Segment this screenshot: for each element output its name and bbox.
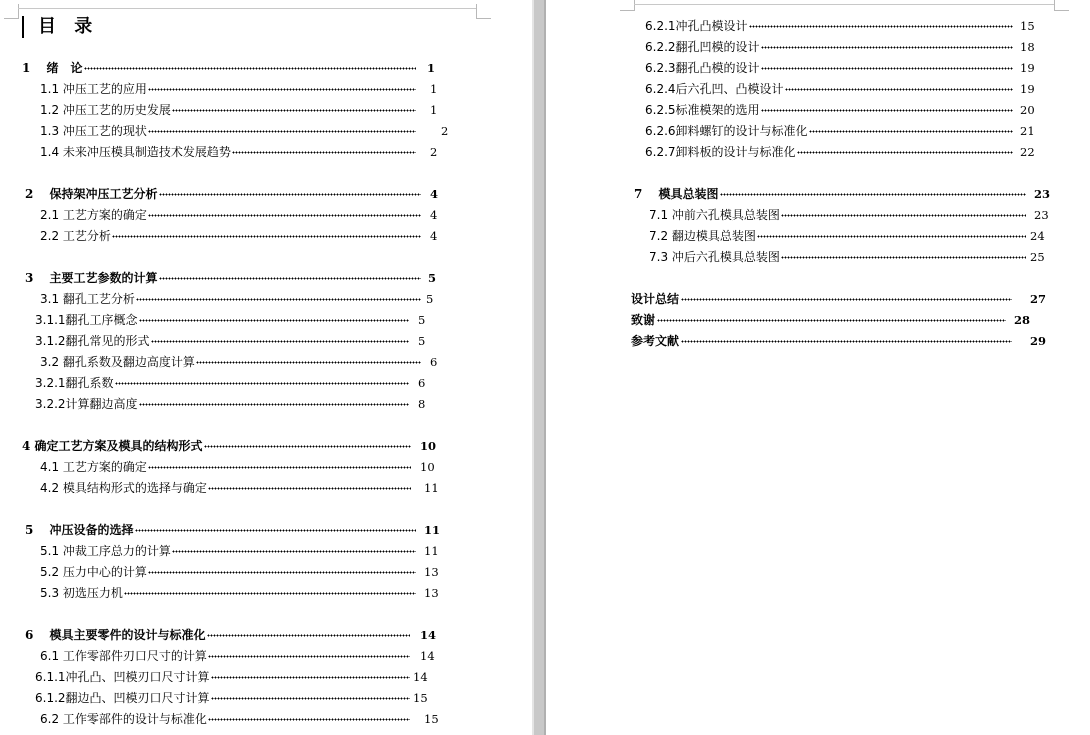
toc-entry-page-number: 1 — [430, 103, 438, 117]
toc-entry[interactable] — [25, 269, 452, 287]
toc-entry-page-number: 13 — [424, 586, 439, 600]
toc-entry[interactable] — [645, 38, 1044, 56]
toc-entry-label: 1.2 冲压工艺的历史发展 — [40, 103, 171, 117]
toc-entry-label: 5.1 冲裁工序总力的计算 — [40, 544, 171, 558]
toc-entry[interactable] — [25, 521, 448, 539]
toc-entry-label: 2.2 工艺分析 — [40, 229, 111, 243]
toc-entry-label: 1.4 未来冲压模具制造技术发展趋势 — [40, 145, 231, 159]
toc-entry-page-number: 15 — [413, 691, 428, 705]
toc-dot-leader — [151, 340, 409, 343]
toc-dot-leader — [797, 151, 1013, 154]
toc-entry-page-number: 5 — [418, 313, 426, 327]
toc-entry-label: 7 模具总装图 — [634, 187, 719, 201]
toc-entry-label: 7.2 翻边模具总装图 — [649, 229, 756, 243]
toc-entry-page-number: 23 — [1034, 208, 1049, 222]
toc-entry-label: 6.2.7卸料板的设计与标准化 — [645, 145, 796, 159]
toc-entry-label: 参考文献 — [631, 334, 680, 348]
toc-dot-leader — [761, 67, 1013, 70]
toc-entry[interactable] — [22, 437, 444, 455]
toc-entry-page-number: 10 — [420, 460, 435, 474]
toc-entry-label: 1.3 冲压工艺的现状 — [40, 124, 147, 138]
toc-entry-label: 3.1.1翻孔工序概念 — [35, 313, 138, 327]
toc-entry-label: 6.2.6卸料螺钉的设计与标准化 — [645, 124, 808, 138]
toc-entry-page-number: 24 — [1030, 229, 1045, 243]
toc-entry-page-number: 10 — [420, 439, 437, 453]
toc-entry-page-number: 5 — [426, 292, 434, 306]
toc-entry-page-number: 27 — [1030, 292, 1047, 306]
page-top-border — [634, 4, 1054, 5]
toc-dot-leader — [208, 487, 411, 490]
toc-entry-page-number: 14 — [420, 628, 437, 642]
toc-entry-page-number: 28 — [1014, 313, 1031, 327]
toc-entry-page-number: 15 — [1020, 19, 1035, 33]
page-top-border — [18, 8, 476, 9]
toc-entry-page-number: 22 — [1020, 145, 1035, 159]
toc-dot-leader — [208, 718, 410, 721]
toc-entry[interactable] — [631, 332, 1054, 350]
toc-dot-leader — [681, 298, 1012, 301]
toc-entry-page-number: 6 — [430, 355, 438, 369]
toc-dot-leader — [720, 193, 1026, 196]
toc-dot-leader — [172, 550, 416, 553]
toc-dot-leader — [148, 88, 416, 91]
toc-entry-label: 致谢 — [631, 313, 656, 327]
toc-entry-label: 3.2.2计算翻边高度 — [35, 397, 138, 411]
toc-entry[interactable] — [631, 311, 1038, 329]
page-gutter — [532, 0, 546, 735]
toc-entry-page-number: 6 — [418, 376, 426, 390]
toc-entry-page-number: 1 — [430, 82, 438, 96]
toc-entry-page-number: 8 — [418, 397, 426, 411]
toc-entry-label: 3 主要工艺参数的计算 — [25, 271, 158, 285]
toc-entry-label: 2 保持架冲压工艺分析 — [25, 187, 158, 201]
toc-entry-label: 5.3 初选压力机 — [40, 586, 123, 600]
toc-dot-leader — [208, 655, 410, 658]
document-page-left — [0, 0, 532, 735]
toc-dot-leader — [211, 676, 410, 679]
toc-entry[interactable] — [40, 101, 454, 119]
toc-dot-leader — [761, 109, 1013, 112]
toc-entry[interactable] — [634, 185, 1058, 203]
toc-entry-label: 4.1 工艺方案的确定 — [40, 460, 147, 474]
toc-entry[interactable] — [645, 101, 1044, 119]
toc-entry[interactable] — [40, 206, 454, 224]
toc-entry-page-number: 5 — [418, 334, 426, 348]
toc-entry-page-number: 20 — [1020, 103, 1035, 117]
toc-dot-leader — [136, 298, 421, 301]
toc-entry-page-number: 4 — [430, 208, 438, 222]
toc-dot-leader — [148, 571, 416, 574]
toc-dot-leader — [232, 151, 416, 154]
toc-entry-page-number: 14 — [420, 649, 435, 663]
toc-entry[interactable] — [40, 647, 444, 665]
toc-dot-leader — [681, 340, 1012, 343]
toc-entry-page-number: 4 — [430, 187, 439, 201]
toc-entry-page-number: 11 — [424, 481, 439, 495]
toc-entry-label: 6 模具主要零件的设计与标准化 — [25, 628, 206, 642]
toc-dot-leader — [809, 130, 1013, 133]
toc-entry-label: 4.2 模具结构形式的选择与确定 — [40, 481, 207, 495]
toc-entry-label: 1 绪 论 — [22, 61, 83, 75]
toc-entry[interactable] — [35, 395, 442, 413]
toc-entry[interactable] — [645, 80, 1044, 98]
toc-dot-leader — [139, 319, 409, 322]
toc-entry-label: 6.1 工作零部件刃口尺寸的计算 — [40, 649, 207, 663]
document-page-right — [546, 0, 1090, 735]
toc-entry[interactable] — [22, 59, 451, 77]
toc-dot-leader — [159, 193, 421, 196]
toc-dot-leader — [204, 445, 411, 448]
toc-entry-page-number: 14 — [413, 670, 428, 684]
page-corner-mark — [476, 4, 491, 19]
toc-dot-leader — [159, 277, 421, 280]
toc-entry-label: 5.2 压力中心的计算 — [40, 565, 147, 579]
toc-entry[interactable] — [40, 122, 465, 140]
toc-entry[interactable] — [35, 668, 437, 686]
toc-entry-label: 3.1.2翻孔常见的形式 — [35, 334, 150, 348]
toc-dot-leader — [172, 109, 416, 112]
toc-entry-page-number: 23 — [1034, 187, 1051, 201]
toc-entry-label: 6.2.4后六孔凹、凸模设计 — [645, 82, 784, 96]
toc-entry-page-number: 29 — [1030, 334, 1047, 348]
toc-entry[interactable] — [25, 185, 454, 203]
toc-entry[interactable] — [645, 143, 1044, 161]
toc-entry[interactable] — [40, 710, 448, 728]
toc-dot-leader — [124, 592, 416, 595]
toc-entry[interactable] — [35, 311, 442, 329]
toc-entry-page-number: 2 — [430, 145, 438, 159]
toc-entry[interactable] — [40, 227, 454, 245]
toc-entry-page-number: 11 — [424, 523, 441, 537]
toc-dot-leader — [781, 214, 1026, 217]
toc-entry-label: 3.1 翻孔工艺分析 — [40, 292, 135, 306]
toc-entry-label: 3.2.1翻孔系数 — [35, 376, 114, 390]
toc-entry-label: 7.1 冲前六孔模具总装图 — [649, 208, 780, 222]
toc-entry-label: 6.1.2翻边凸、凹模刃口尺寸计算 — [35, 691, 210, 705]
toc-entry[interactable] — [40, 479, 448, 497]
page-corner-mark — [4, 4, 19, 19]
toc-entry[interactable] — [645, 59, 1044, 77]
toc-title: 目 录 — [22, 16, 98, 38]
toc-dot-leader — [148, 466, 411, 469]
toc-entry-label: 6.2.5标准模架的选用 — [645, 103, 760, 117]
toc-entry-label: 设计总结 — [631, 292, 680, 306]
toc-entry-page-number: 21 — [1020, 124, 1035, 138]
toc-entry[interactable] — [645, 122, 1044, 140]
toc-entry[interactable] — [40, 290, 450, 308]
toc-entry-label: 6.2.3翻孔凸模的设计 — [645, 61, 760, 75]
toc-dot-leader — [196, 361, 421, 364]
page-corner-mark — [1054, 0, 1069, 11]
toc-entry-page-number: 11 — [424, 544, 439, 558]
toc-dot-leader — [657, 319, 1006, 322]
toc-entry-label: 6.2.1冲孔凸模设计 — [645, 19, 748, 33]
toc-entry-page-number: 5 — [428, 271, 437, 285]
toc-entry[interactable] — [40, 80, 454, 98]
toc-entry[interactable] — [631, 290, 1054, 308]
toc-entry-page-number: 19 — [1020, 82, 1035, 96]
toc-entry[interactable] — [40, 143, 454, 161]
toc-entry-label: 3.2 翻孔系数及翻边高度计算 — [40, 355, 195, 369]
toc-dot-leader — [785, 88, 1013, 91]
toc-entry[interactable] — [649, 227, 1054, 245]
toc-entry[interactable] — [35, 374, 442, 392]
toc-entry-page-number: 25 — [1030, 250, 1045, 264]
toc-entry-label: 7.3 冲后六孔模具总装图 — [649, 250, 780, 264]
toc-entry[interactable] — [35, 689, 437, 707]
toc-dot-leader — [139, 403, 409, 406]
toc-dot-leader — [757, 235, 1026, 238]
toc-entry[interactable] — [40, 458, 444, 476]
toc-dot-leader — [84, 67, 416, 70]
toc-entry[interactable] — [40, 584, 448, 602]
toc-dot-leader — [135, 529, 416, 532]
toc-entry-page-number: 2 — [441, 124, 449, 138]
toc-entry-page-number: 4 — [430, 229, 438, 243]
toc-entry[interactable] — [645, 17, 1044, 35]
toc-entry[interactable] — [40, 353, 454, 371]
toc-entry[interactable] — [40, 542, 448, 560]
toc-dot-leader — [148, 130, 416, 133]
toc-entry[interactable] — [649, 248, 1054, 266]
toc-entry-page-number: 13 — [424, 565, 439, 579]
toc-dot-leader — [761, 46, 1013, 49]
toc-entry-label: 4 确定工艺方案及模具的结构形式 — [22, 439, 203, 453]
toc-entry[interactable] — [649, 206, 1058, 224]
toc-dot-leader — [749, 25, 1013, 28]
toc-entry-label: 6.2 工作零部件的设计与标准化 — [40, 712, 207, 726]
toc-entry-label: 1.1 冲压工艺的应用 — [40, 82, 147, 96]
toc-entry[interactable] — [25, 626, 444, 644]
toc-dot-leader — [148, 214, 421, 217]
toc-entry-page-number: 1 — [427, 61, 436, 75]
toc-entry-page-number: 18 — [1020, 40, 1035, 54]
toc-dot-leader — [211, 697, 410, 700]
toc-entry-page-number: 15 — [424, 712, 439, 726]
toc-dot-leader — [112, 235, 421, 238]
toc-entry-label: 2.1 工艺方案的确定 — [40, 208, 147, 222]
toc-entry[interactable] — [35, 332, 442, 350]
toc-entry-label: 5 冲压设备的选择 — [25, 523, 134, 537]
toc-dot-leader — [207, 634, 410, 637]
toc-dot-leader — [115, 382, 409, 385]
toc-entry[interactable] — [40, 563, 448, 581]
toc-dot-leader — [781, 256, 1026, 259]
page-corner-mark — [620, 0, 635, 11]
toc-entry-label: 6.1.1冲孔凸、凹模刃口尺寸计算 — [35, 670, 210, 684]
toc-entry-page-number: 19 — [1020, 61, 1035, 75]
toc-entry-label: 6.2.2翻孔凹模的设计 — [645, 40, 760, 54]
